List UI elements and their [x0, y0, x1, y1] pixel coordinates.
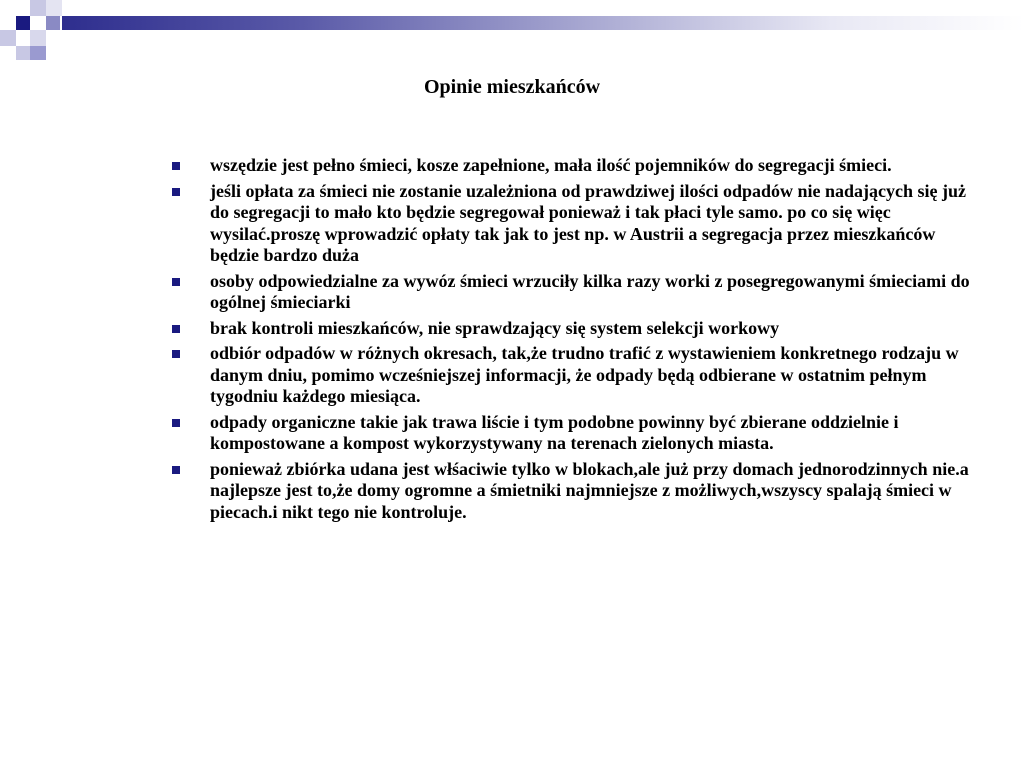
bullet-item	[166, 343, 988, 408]
decor-square	[30, 0, 46, 16]
header-gradient-bar	[62, 16, 1024, 30]
decor-square	[30, 30, 46, 46]
decor-square	[46, 0, 62, 16]
square-bullet-icon	[172, 419, 180, 427]
header-decoration	[0, 0, 1024, 62]
bullet-text: odbiór odpadów w różnych okresach, tak,że trudno trafić z wystawieniem konkretnego rodzaju w danym dniu, pomimo wcześniejszej informacji, że odpady będą odbierane w ostatnim pełnym tygodniu każdego miesiąca.	[210, 343, 959, 406]
square-bullet-icon	[172, 188, 180, 196]
square-bullet-icon	[172, 278, 180, 286]
bullet-item	[166, 181, 988, 267]
bullet-item	[166, 318, 988, 340]
bullet-text: brak kontroli mieszkańców, nie sprawdzający się system selekcji workowy	[210, 317, 780, 338]
decor-square	[16, 16, 30, 30]
decor-square	[0, 30, 16, 46]
slide-title: Opinie mieszkańców	[423, 76, 601, 98]
decor-square	[30, 46, 46, 60]
bullet-list	[166, 155, 988, 527]
decor-square	[0, 0, 16, 16]
square-bullet-icon	[172, 466, 180, 474]
bullet-item	[166, 412, 988, 455]
bullet-item	[166, 459, 988, 524]
bullet-text: osoby odpowiedzialne za wywóz śmieci wrzuciły kilka razy worki z posegregowanymi śmieciami do ogólnej śmieciarki	[210, 270, 970, 312]
bullet-text: jeśli opłata za śmieci nie zostanie uzależniona od prawdziwej ilości odpadów nie nadających się już do segregacji to mało kto będzie segregował ponieważ i tak płaci tyle samo. po co się więc wysilać.proszę wprowadzić opłaty tak jak to jest np. w Austrii a segregacja przez mieszkańców będzie bardzo duża	[210, 180, 966, 265]
bullet-item	[166, 271, 988, 314]
bullet-text: ponieważ zbiórka udana jest włśaciwie tylko w blokach,ale już przy domach jednorodzinnych nie.a najlepsze jest to,że domy ogromne a śmietniki najmniejsze z możliwych,wszyscy spalają śmieci w piecach.i nikt tego nie kontroluje.	[210, 458, 969, 522]
decor-square	[16, 46, 30, 60]
square-bullet-icon	[172, 325, 180, 333]
square-bullet-icon	[172, 350, 180, 358]
bullet-text: wszędzie jest pełno śmieci, kosze zapełnione, mała ilość pojemników do segregacji śmieci.	[210, 155, 892, 175]
bullet-text: odpady organiczne takie jak trawa liście i tym podobne powinny być zbierane oddzielnie i kompostowane a kompost wykorzystywany na terenach zielonych miasta.	[210, 411, 899, 453]
decor-square	[46, 16, 60, 30]
bullet-item	[166, 155, 988, 177]
square-bullet-icon	[172, 162, 180, 170]
